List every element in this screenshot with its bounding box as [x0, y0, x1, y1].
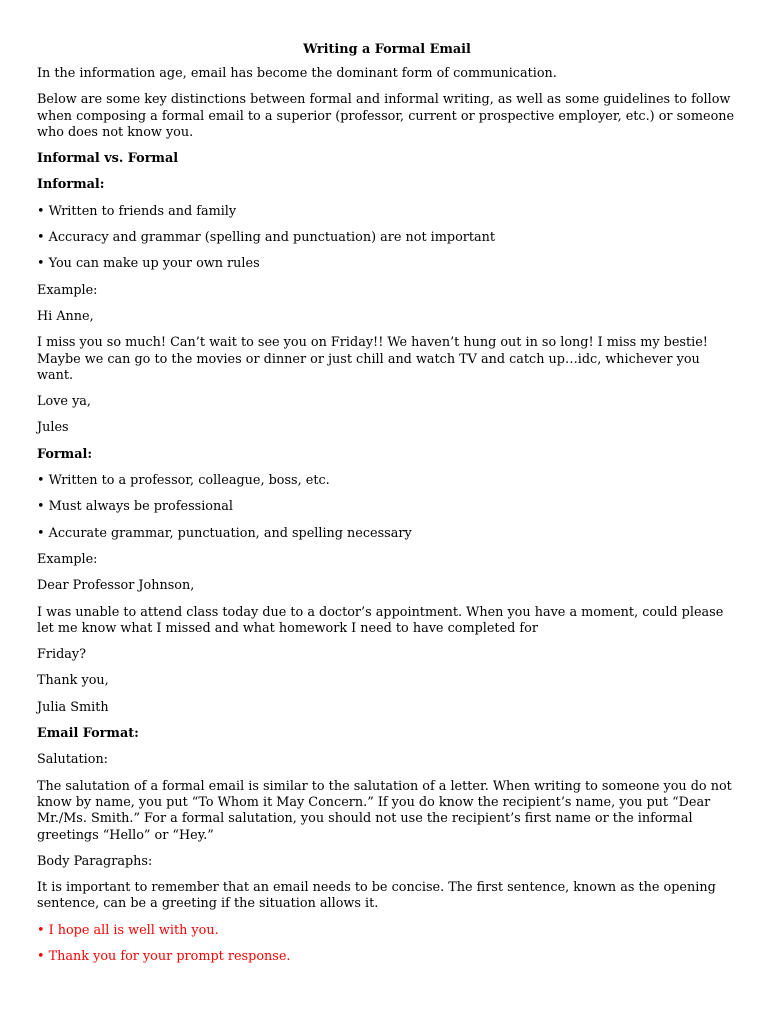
formal-body: I was unable to attend class today due to a doctor’s appointment. When you have a moment, could please let me know what I missed and what homework I need to have completed for — [37, 604, 724, 636]
formal-greeting: Dear Professor Johnson, — [37, 578, 195, 594]
informal-signature: Jules — [37, 420, 69, 436]
formal-signature: Julia Smith — [37, 699, 109, 715]
example-sentence: • I hope all is well with you. — [37, 922, 219, 938]
body-paragraphs-label: Body Paragraphs: — [37, 853, 153, 869]
informal-example-label: Example: — [37, 282, 98, 298]
informal-greeting: Hi Anne, — [37, 308, 94, 324]
formal-bullet: • Must always be professional — [37, 499, 233, 515]
salutation-paragraph: The salutation of a formal email is similar to the salutation of a letter. When writing to someone you do not know by name, you put “To Whom it May Concern.” If you do know the recipient’s name, you put “Dear Mr./Ms. Smith.” For a formal salutation, you should not use the recipient’s first name or the informal greetings “Hello” or “Hey.” — [37, 778, 732, 843]
informal-bullet: • Written to friends and family — [37, 203, 237, 219]
document-page — [37, 42, 737, 975]
informal-closing: Love ya, — [37, 394, 91, 410]
email-format-heading: Email Format: — [37, 726, 139, 742]
informal-heading: Informal: — [37, 177, 105, 193]
intro-paragraph: In the information age, email has become the dominant form of communication. — [37, 66, 557, 81]
formal-heading: Formal: — [37, 446, 93, 462]
formal-example-label: Example: — [37, 551, 98, 567]
guidelines-paragraph: Below are some key distinctions between formal and informal writing, as well as some guidelines to follow when composing a formal email to a superior (professor, current or prospective employer, etc.) or someone who does not know you. — [37, 92, 735, 140]
informal-bullet: • You can make up your own rules — [37, 256, 260, 272]
formal-bullet: • Accurate grammar, punctuation, and spelling necessary — [37, 525, 412, 541]
formal-bullet: • Written to a professor, colleague, boss, etc. — [37, 473, 330, 489]
salutation-label: Salutation: — [37, 752, 108, 768]
document-title: Writing a Formal Email — [303, 42, 471, 57]
informal-bullet: • Accuracy and grammar (spelling and punctuation) are not important — [37, 230, 496, 246]
formal-body-continued: Friday? — [37, 647, 87, 663]
example-sentence: • Thank you for your prompt response. — [37, 948, 291, 964]
section-heading: Informal vs. Formal — [37, 151, 179, 167]
formal-closing: Thank you, — [37, 673, 109, 689]
informal-body: I miss you so much! Can’t wait to see you on Friday!! We haven’t hung out in so long! I miss my bestie! Maybe we can go to the movies or dinner or just chill and watch TV and catch up…idc, whichever you want. — [37, 335, 708, 383]
body-paragraphs-text: It is important to remember that an email needs to be concise. The first sentence, known as the opening sentence, can be a greeting if the situation allows it. — [37, 880, 716, 912]
